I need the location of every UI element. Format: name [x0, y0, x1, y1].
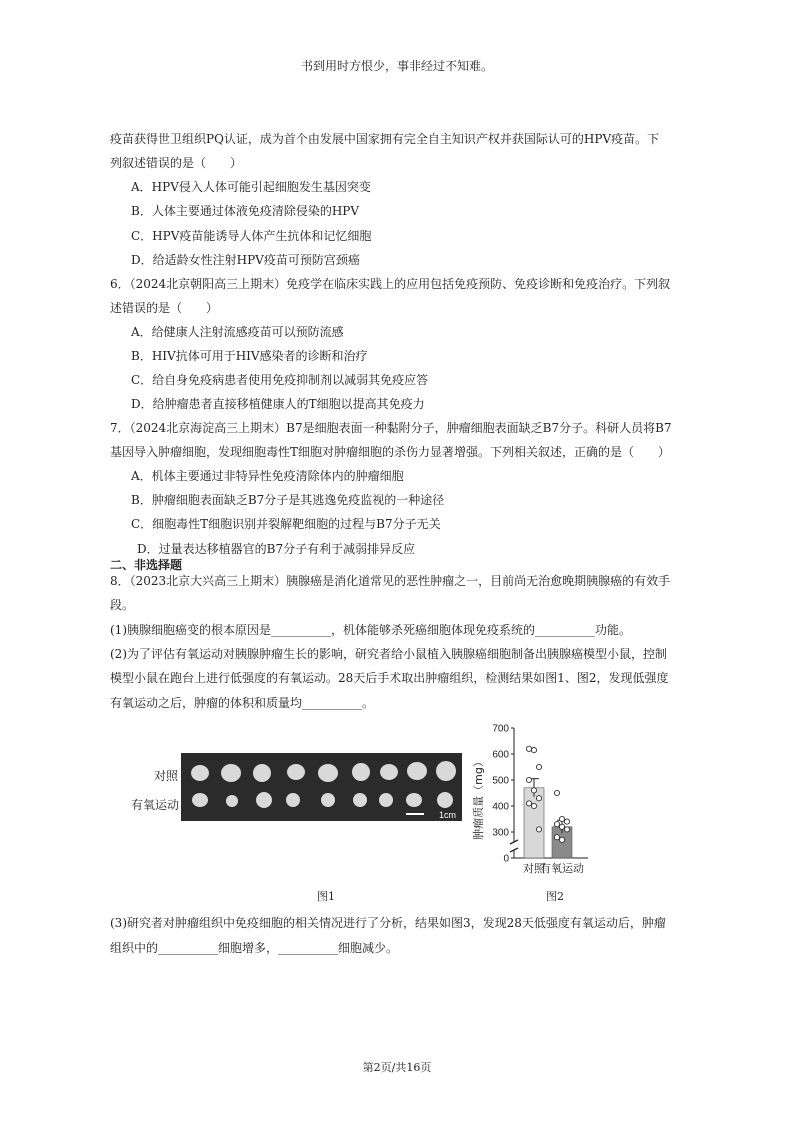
chart-axis-break-mark	[510, 840, 518, 852]
q8-part-1: (1)胰腺细胞癌变的根本原因是__________，机体能够杀死癌细胞体现免疫系统的__________功能。	[110, 623, 632, 637]
figure-1-caption: 图1	[317, 890, 335, 903]
chart-data-point	[531, 748, 536, 753]
q5-stem-line-1: 疫苗获得世卫组织PQ认证，成为首个由发展中国家拥有完全自主知识产权并获国际认可的HPV疫苗。下	[110, 132, 660, 146]
q7-option-c: C．细胞毒性T细胞识别并裂解靶细胞的过程与B7分子无关	[131, 517, 441, 531]
q8-part-2-line-2: 模型小鼠在跑台上进行低强度的有氧运动。28天后手术取出肿瘤组织，检测结果如图1、图2，发现低强度	[110, 671, 669, 685]
chart-data-point	[531, 803, 536, 808]
q8-part-3-line-2: 组织中的__________细胞增多，__________细胞减少。	[110, 941, 399, 955]
chart-data-point	[564, 819, 569, 824]
q6-option-a: A．给健康人注射流感疫苗可以预防流感	[131, 325, 344, 339]
chart-y-axis-label: 肿瘤质量（mg）	[472, 756, 485, 840]
q6-option-c: C．给自身免疫病患者使用免疫抑制剂以减弱其免疫应答	[131, 373, 429, 387]
chart-data-point	[559, 816, 564, 821]
q6-stem-line-2: 述错误的是（ ）	[110, 301, 219, 315]
q6-option-d: D．给肿瘤患者直接移植健康人的T细胞以提高其免疫力	[131, 397, 425, 411]
q7-stem-line-1: 7．（2024北京海淀高三上期末）B7是细胞表面一种黏附分子，肿瘤细胞表面缺乏B7分子。科研人员将B7	[110, 421, 672, 435]
q5-option-d: D．给适龄女性注射HPV疫苗可预防宫颈癌	[131, 253, 360, 267]
q8-stem-line-1: 8．（2023北京大兴高三上期末）胰腺癌是消化道常见的恶性肿瘤之一，目前尚无治愈晚期胰腺癌的有效手	[110, 574, 671, 588]
chart-data-point	[526, 746, 531, 751]
q8-stem-line-2: 段。	[110, 598, 135, 612]
chart-data-point	[531, 788, 536, 793]
chart-data-point	[536, 827, 541, 832]
chart-y-tick-label: 600	[492, 749, 509, 761]
chart-data-point	[536, 796, 541, 801]
chart-data-point	[559, 837, 564, 842]
q7-option-d: D．过量表达移植器官的B7分子有利于减弱排异反应	[137, 542, 416, 556]
chart-y-tick-label: 400	[492, 801, 509, 813]
chart-data-point	[554, 835, 559, 840]
section-heading-nonchoice: 二、非选择题	[110, 558, 183, 572]
chart-data-point	[554, 822, 559, 827]
chart-data-point	[526, 777, 531, 782]
chart-x-tick-label: 有氧运动	[540, 862, 584, 875]
q8-part-2-line-3: 有氧运动之后，肿瘤的体积和质量均__________。	[110, 696, 375, 710]
page-footer-number: 第2页/共16页	[362, 1061, 432, 1074]
q6-stem-line-1: 6．（2024北京朝阳高三上期末）免疫学在临床实践上的应用包括免疫预防、免疫诊断和免疫治疗。下列叙	[110, 277, 671, 291]
chart-x-tick-label: 对照	[523, 862, 545, 875]
q7-option-a: A．机体主要通过非特异性免疫清除体内的肿瘤细胞	[131, 469, 404, 483]
chart-data-point	[526, 801, 531, 806]
chart-data-point	[564, 827, 569, 832]
chart-y-tick-label: 500	[492, 775, 509, 787]
q8-part-2-line-1: (2)为了评估有氧运动对胰腺肿瘤生长的影响，研究者给小鼠植入胰腺癌细胞制备出胰腺癌模型小鼠，控制	[110, 647, 668, 661]
q6-option-b: B．HIV抗体可用于HIV感染者的诊断和治疗	[131, 349, 368, 363]
chart-y-tick-label: 0	[503, 853, 509, 865]
q5-option-c: C．HPV疫苗能诱导人体产生抗体和记忆细胞	[131, 229, 372, 243]
figure-2-caption: 图2	[546, 890, 564, 903]
chart-data-point	[559, 824, 564, 829]
photo-row-label-exercise: 有氧运动	[131, 798, 180, 812]
q5-stem-line-2: 列叙述错误的是（ ）	[110, 156, 243, 170]
tumor-mass-chart	[470, 718, 600, 888]
chart-y-tick-label: 700	[492, 723, 509, 735]
chart-data-point	[554, 790, 559, 795]
q7-option-b: B．肿瘤细胞表面缺乏B7分子是其逃逸免疫监视的一种途径	[131, 493, 445, 507]
chart-data-point	[536, 764, 541, 769]
q5-option-a: A．HPV侵入人体可能引起细胞发生基因突变	[131, 180, 371, 194]
q5-option-b: B．人体主要通过体液免疫清除侵染的HPV	[131, 204, 360, 218]
q8-part-3-line-1: (3)研究者对肿瘤组织中免疫细胞的相关情况进行了分析，结果如图3，发现28天低强度有氧运动后，肿瘤	[110, 916, 666, 930]
tumor-photo	[181, 753, 462, 821]
q7-stem-line-2: 基因导入肿瘤细胞，发现细胞毒性T细胞对肿瘤细胞的杀伤力显著增强。下列相关叙述，正确的是（ ）	[110, 445, 671, 459]
chart-y-tick-label: 300	[492, 827, 509, 839]
photo-row-label-control: 对照	[154, 769, 179, 783]
scale-bar-label: 1cm	[439, 810, 457, 820]
page-header-motto: 书到用时方恨少，事非经过不知难。	[300, 59, 493, 73]
